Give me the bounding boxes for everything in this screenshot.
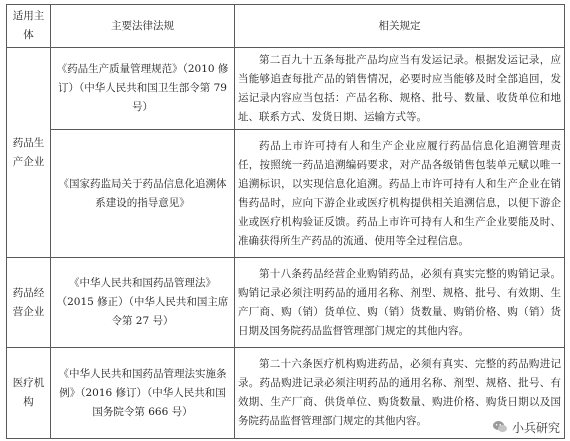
law-cell: 《中华人民共和国药品管理法实施条例》（2016 修订）（中华人民共和国国务院令第 666 号）: [51, 348, 235, 439]
table-row: [7, 348, 565, 439]
watermark-text: 小兵研究: [511, 420, 560, 435]
law-cell: 《中华人民共和国药品管理法》（2015 修正）（中华人民共和国主席令第 27 号）: [51, 258, 235, 348]
header-laws: 主要法律法规: [51, 5, 235, 48]
regulation-table: [6, 4, 565, 439]
header-row: [7, 5, 565, 48]
regulation-table-page: [6, 4, 564, 437]
table-row: [7, 48, 565, 130]
rule-cell: 药品上市许可持有人和生产企业应履行药品信息化追溯管理责任，按照统一药品追溯编码要求，对产品各级销售包装单元赋以唯一追溯标识，以实现信息化追溯。药品上市许可持有人和生产企业在销售药品时，应向下游企业或医疗机构提供相关追溯信息，以便下游企业或医疗机构验证反馈。药品上市许可持有人和生产企业要能及时、准确获得所生产药品的流通、使用等全过程信息。: [235, 130, 565, 258]
header-rules: 相关规定: [235, 5, 565, 48]
rule-cell: 第二百九十五条每批产品均应当有发运记录。根据发运记录，应当能够追查每批产品的销售情况，必要时应当能够及时全部追回，发运记录内容应当包括：产品名称、规格、批号、数量、收货单位和地址、联系方式、发货日期、运输方式等。: [235, 48, 565, 130]
scope-cell: 药品经营企业: [7, 258, 51, 348]
law-cell: 《药品生产质量管理规范》（2010 修订）（中华人民共和国卫生部令第 79 号）: [51, 48, 235, 130]
watermark: [490, 417, 562, 437]
rule-cell: 第十八条药品经营企业购销药品，必须有真实完整的购销记录。购销记录必须注明药品的通用名称、剂型、规格、批号、有效期、生产厂商、购（销）货单位、购（销）货数量、购销价格、购（销）货日期及国务院药品监督管理部门规定的其他内容。: [235, 258, 565, 348]
scope-cell: 药品生产企业: [7, 48, 51, 258]
table-row: [7, 258, 565, 348]
wechat-bubble-icon: [492, 419, 508, 435]
law-cell: 《国家药监局关于药品信息化追溯体系建设的指导意见》: [51, 130, 235, 258]
rule-cell: 第二十六条医疗机构购进药品，必须有真实、完整的药品购进记录。药品购进记录必须注明药品的通用名称、剂型、规格、批号、有效期、生产厂商、供货单位、购货数量、购进价格、购货日期以及国务院药品监督管理部门规定的其他内容。: [235, 348, 565, 439]
header-scope: 适用主体: [7, 5, 51, 48]
table-row: [7, 130, 565, 258]
scope-cell: 医疗机构: [7, 348, 51, 439]
